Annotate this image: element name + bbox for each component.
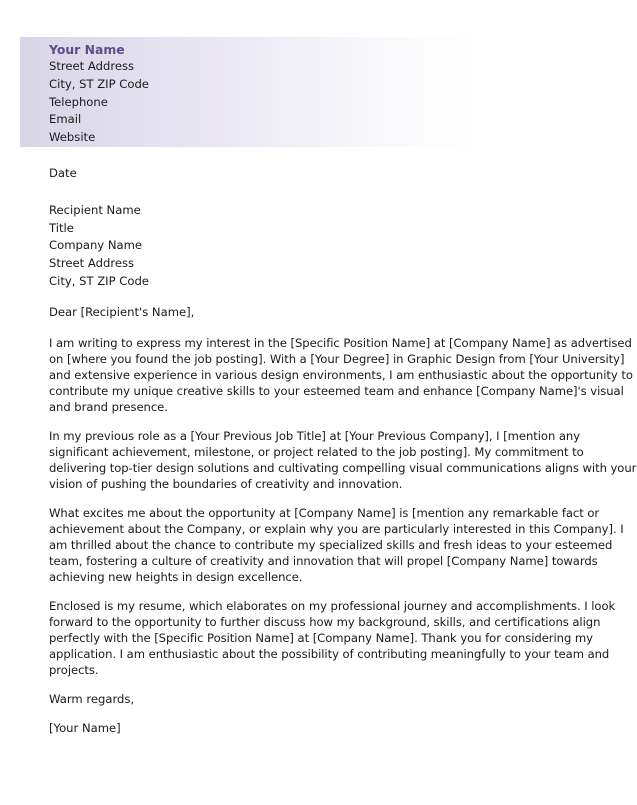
signature: [Your Name] [49,721,121,736]
recipient-city: City, ST ZIP Code [49,273,149,288]
letter-date: Date [49,165,77,180]
paragraph-line: Enclosed is my resume, which elaborates on my professional journey and accomplishments. I look [49,598,616,613]
paragraph-line: on [where you found the job posting]. With a [Your Degree] in Graphic Design from [Your University] [49,351,625,366]
salutation: Dear [Recipient's Name], [49,304,195,319]
paragraph-4 [49,598,616,678]
sender-name: Your Name [49,42,125,57]
paragraph-line: What excites me about the opportunity at [Company Name] is [mention any remarkable fact or [49,505,600,520]
paragraph-line: application. I am enthusiastic about the possibility of contributing meaningfully to your team and [49,646,610,661]
sender-phone: Telephone [49,94,108,109]
letter-body [49,41,637,738]
sender-email: Email [49,112,82,127]
paragraph-2 [49,428,637,492]
sender-block [49,41,594,147]
paragraph-1 [49,335,633,415]
paragraph-line: projects. [49,662,99,677]
paragraph-line: team, fostering a culture of creativity and innovation that will propel [Company Name] towards [49,553,598,568]
paragraph-line: and brand presence. [49,399,168,414]
recipient-name: Recipient Name [49,202,141,217]
paragraph-line: am thrilled about the chance to contribute my specialized skills and fresh ideas to your esteemed [49,537,613,552]
sender-website: Website [49,130,96,145]
paragraph-line: significant achievement, milestone, or project related to the job posting]. My commitment to [49,444,584,459]
recipient-title: Title [49,220,74,235]
paragraph-line: I am writing to express my interest in the [Specific Position Name] at [Company Name] as advertised [49,335,632,350]
recipient-street: Street Address [49,256,135,271]
paragraph-line: In my previous role as a [Your Previous Job Title] at [Your Previous Company], I [mention any [49,428,581,443]
sender-street: Street Address [49,59,135,73]
closing: Warm regards, [49,691,135,706]
paragraph-line: delivering top-tier design solutions and cultivating compelling visual communications aligns with your [49,460,637,475]
paragraph-3 [49,505,624,585]
paragraph-line: vision of pushing the boundaries of creativity and innovation. [49,476,403,491]
paragraph-line: achievement about the Company, or explain why you are particularly interested in this Company]. I [49,521,624,536]
paragraph-line: forward to the opportunity to further discuss how my background, skills, and certifications align [49,614,601,629]
paragraph-line: contribute my unique creative skills to your esteemed team and enhance [Company Name]'s visual [49,383,624,398]
recipient-block [49,202,594,291]
paragraph-line: achieving new heights in design excellence. [49,569,303,584]
sender-city: City, ST ZIP Code [49,76,149,91]
paragraph-line: and extensive experience in various design environments, I am enthusiastic about the opportunity to [49,367,633,382]
recipient-company: Company Name [49,238,143,253]
paragraph-line: perfectly with the [Specific Position Name] at [Company Name]. Thank you for considering my [49,630,593,645]
